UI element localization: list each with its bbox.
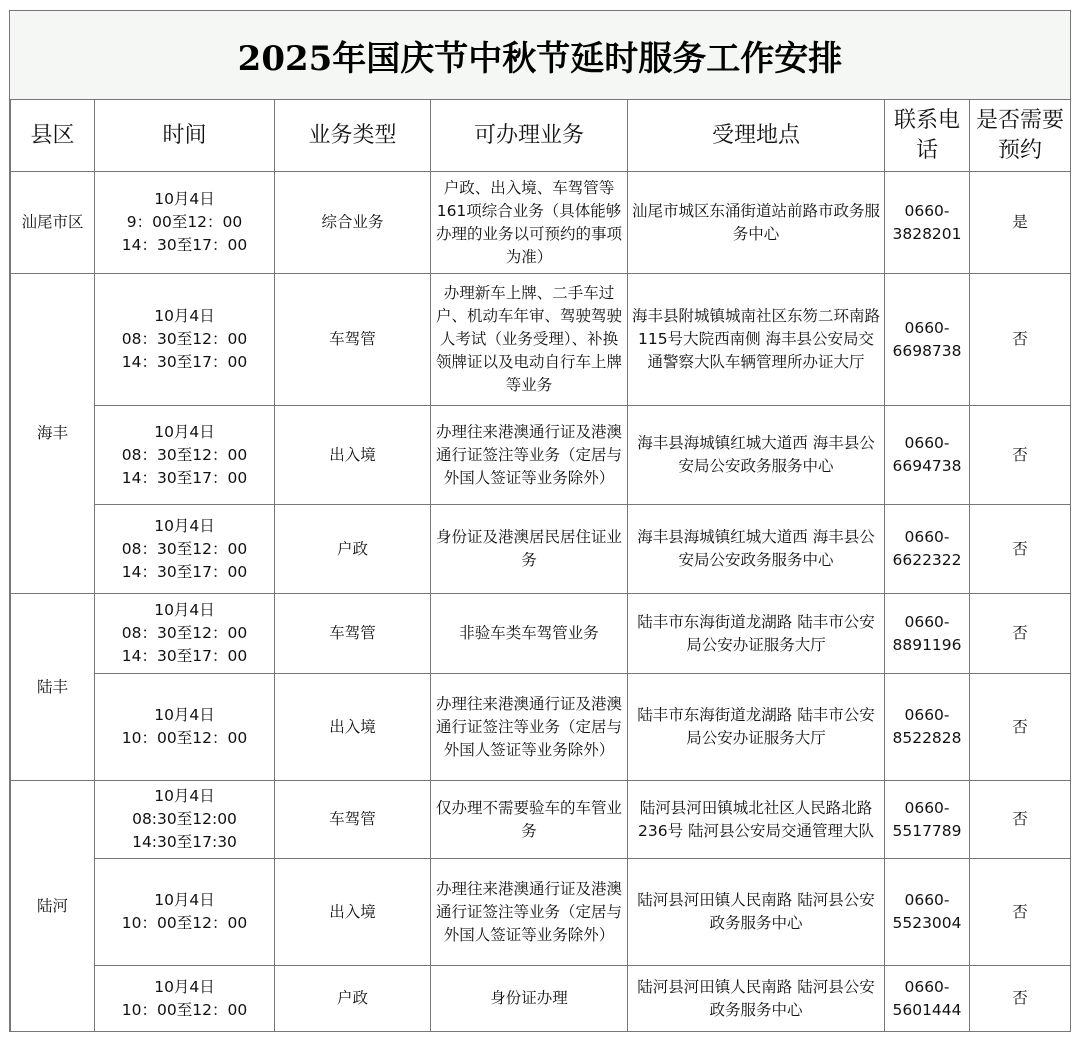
business-cell: 办理往来港澳通行证及港澳通行证签注等业务（定居与外国人签证等业务除外） <box>431 406 628 505</box>
business-cell: 身份证办理 <box>431 966 628 1032</box>
district-cell: 陆丰 <box>11 594 95 781</box>
address-cell: 陆河县河田镇人民南路 陆河县公安政务服务中心 <box>628 859 885 966</box>
time-line: 10：00至12：00 <box>121 914 248 932</box>
table-row <box>11 172 1071 274</box>
time-line: 10月4日 <box>154 307 215 325</box>
time-cell <box>95 406 275 505</box>
address-cell: 陆丰市东海街道龙湖路 陆丰市公安局公安办证服务大厅 <box>628 674 885 781</box>
time-line: 10月4日 <box>154 601 215 619</box>
type-cell: 户政 <box>275 505 431 594</box>
time-line: 10：00至12：00 <box>121 729 248 747</box>
booking-cell: 否 <box>970 781 1071 859</box>
time-cell <box>95 859 275 966</box>
table-row <box>11 674 1071 781</box>
time-line: 10月4日 <box>154 787 215 805</box>
schedule-sheet <box>9 10 1071 1032</box>
table-row <box>11 406 1071 505</box>
address-cell: 海丰县附城镇城南社区东笏二环南路115号大院西南侧 海丰县公安局交通警察大队车辆管理所办证大厅 <box>628 274 885 406</box>
header-type: 业务类型 <box>275 100 431 172</box>
header-booking: 是否需要预约 <box>970 100 1071 172</box>
district-cell: 海丰 <box>11 274 95 594</box>
header-district: 县区 <box>11 100 95 172</box>
header-time: 时间 <box>95 100 275 172</box>
business-cell: 非验车类车驾管业务 <box>431 594 628 674</box>
table-row <box>11 859 1071 966</box>
time-line: 14：30至17：00 <box>121 647 248 665</box>
type-cell: 出入境 <box>275 406 431 505</box>
phone-cell: 0660-6622322 <box>885 505 970 594</box>
time-line: 10月4日 <box>154 422 215 441</box>
type-cell: 出入境 <box>275 674 431 781</box>
address-cell: 陆丰市东海街道龙湖路 陆丰市公安局公安办证服务大厅 <box>628 594 885 674</box>
page-title: 2025年国庆节中秋节延时服务工作安排 <box>10 11 1070 100</box>
type-cell: 车驾管 <box>275 594 431 674</box>
booking-cell: 否 <box>970 859 1071 966</box>
business-cell: 办理往来港澳通行证及港澳通行证签注等业务（定居与外国人签证等业务除外） <box>431 674 628 781</box>
booking-cell: 否 <box>970 594 1071 674</box>
table-row <box>11 594 1071 674</box>
time-line: 10：00至12：00 <box>121 1000 248 1019</box>
booking-cell: 否 <box>970 274 1071 406</box>
business-cell: 办理新车上牌、二手车过户、机动车年审、驾驶驾驶人考试（业务受理）、补换领牌证以及电动自行车上牌等业务 <box>431 274 628 406</box>
business-cell: 办理往来港澳通行证及港澳通行证签注等业务（定居与外国人签证等业务除外） <box>431 859 628 966</box>
booking-cell: 是 <box>970 172 1071 274</box>
table-row <box>11 781 1071 859</box>
address-cell: 海丰县海城镇红城大道西 海丰县公安局公安政务服务中心 <box>628 406 885 505</box>
district-cell: 汕尾市区 <box>11 172 95 274</box>
booking-cell: 否 <box>970 406 1071 505</box>
phone-cell: 0660-3828201 <box>885 172 970 274</box>
table-row <box>11 274 1071 406</box>
address-cell: 汕尾市城区东涌街道站前路市政务服务中心 <box>628 172 885 274</box>
phone-cell: 0660-6698738 <box>885 274 970 406</box>
time-line: 08：30至12：00 <box>121 445 248 464</box>
time-cell <box>95 505 275 594</box>
booking-cell: 否 <box>970 505 1071 594</box>
type-cell: 户政 <box>275 966 431 1032</box>
time-cell <box>95 594 275 674</box>
type-cell: 综合业务 <box>275 172 431 274</box>
table-row <box>11 505 1071 594</box>
phone-cell: 0660-6694738 <box>885 406 970 505</box>
time-cell <box>95 172 275 274</box>
phone-cell: 0660-8891196 <box>885 594 970 674</box>
header-business: 可办理业务 <box>431 100 628 172</box>
business-cell: 仅办理不需要验车的车管业务 <box>431 781 628 859</box>
phone-cell: 0660-8522828 <box>885 674 970 781</box>
time-line: 10月4日 <box>154 706 215 724</box>
table-row <box>11 966 1071 1032</box>
time-line: 10月4日 <box>154 891 215 909</box>
phone-cell: 0660-5601444 <box>885 966 970 1032</box>
time-line: 9：00至12：00 <box>126 213 243 231</box>
table-header-row <box>11 100 1071 172</box>
time-cell <box>95 781 275 859</box>
time-line: 10月4日 <box>154 190 215 208</box>
time-cell <box>95 274 275 406</box>
time-line: 14：30至17：00 <box>121 562 248 581</box>
time-line: 08：30至12：00 <box>121 330 248 348</box>
time-line: 14:30至17:30 <box>132 833 237 851</box>
phone-cell: 0660-5523004 <box>885 859 970 966</box>
business-cell: 身份证及港澳居民居住证业务 <box>431 505 628 594</box>
time-line: 08：30至12：00 <box>121 624 248 642</box>
address-cell: 陆河县河田镇人民南路 陆河县公安政务服务中心 <box>628 966 885 1032</box>
time-line: 08:30至12:00 <box>132 810 237 828</box>
schedule-table <box>10 99 1071 1032</box>
time-line: 10月4日 <box>154 516 215 535</box>
header-address: 受理地点 <box>628 100 885 172</box>
phone-cell: 0660-5517789 <box>885 781 970 859</box>
time-line: 14：30至17：00 <box>121 468 248 487</box>
type-cell: 车驾管 <box>275 781 431 859</box>
time-line: 08：30至12：00 <box>121 539 248 558</box>
business-cell: 户政、出入境、车驾管等161项综合业务（具体能够办理的业务以可预约的事项为准） <box>431 172 628 274</box>
time-line: 14：30至17：00 <box>121 353 248 371</box>
header-phone: 联系电话 <box>885 100 970 172</box>
type-cell: 车驾管 <box>275 274 431 406</box>
address-cell: 陆河县河田镇城北社区人民路北路236号 陆河县公安局交通管理大队 <box>628 781 885 859</box>
address-cell: 海丰县海城镇红城大道西 海丰县公安局公安政务服务中心 <box>628 505 885 594</box>
district-cell: 陆河 <box>11 781 95 1032</box>
booking-cell: 否 <box>970 674 1071 781</box>
time-line: 10月4日 <box>154 977 215 996</box>
booking-cell: 否 <box>970 966 1071 1032</box>
type-cell: 出入境 <box>275 859 431 966</box>
time-line: 14：30至17：00 <box>121 236 248 254</box>
time-cell <box>95 674 275 781</box>
time-cell <box>95 966 275 1032</box>
